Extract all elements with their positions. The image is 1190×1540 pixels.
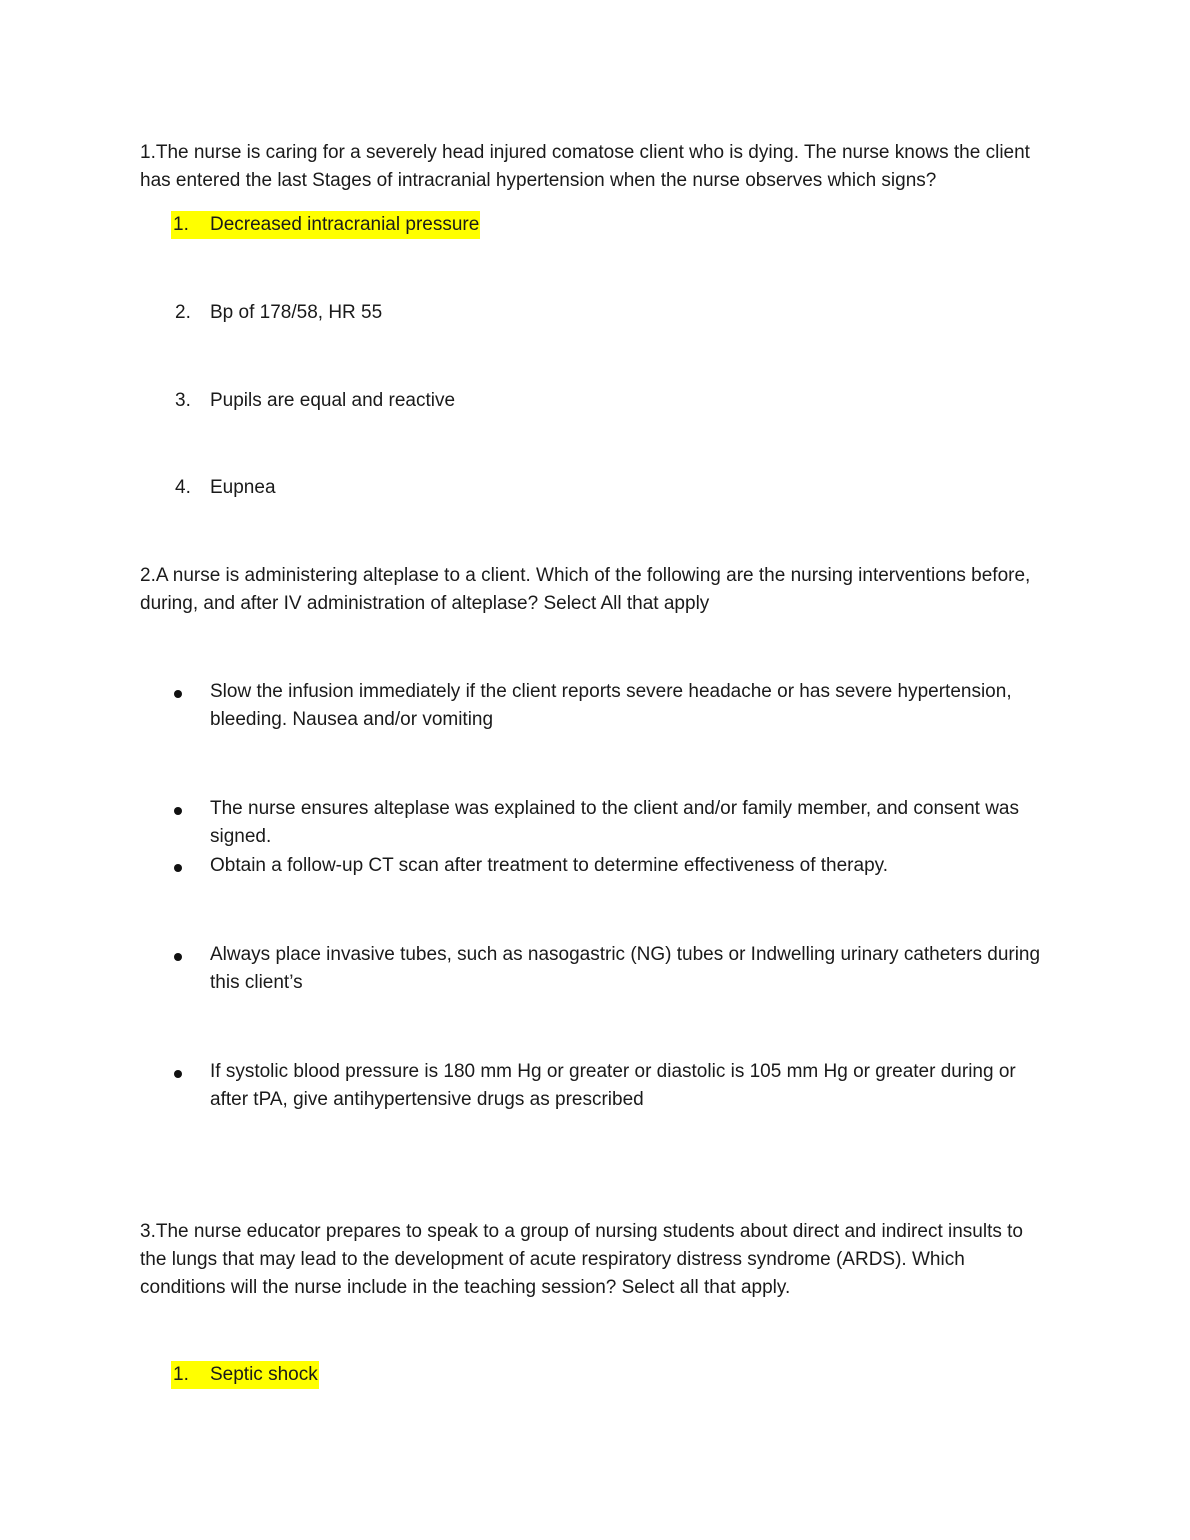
option-text: Decreased intracranial pressure (210, 214, 480, 235)
option-text: Slow the infusion immediately if the client reports severe headache or has severe hypertension, bleeding. Nausea and/or vomiting (210, 681, 1012, 730)
option-text: Septic shock (210, 1364, 318, 1385)
question-3-text: 3.The nurse educator prepares to speak to a group of nursing students about direct and indirect insults to the lungs that may lead to the development of acute respiratory distress syndrome (ARDS). Which conditions will the nurse include in the teaching session? Select all that apply. (140, 1221, 1023, 1298)
question-2-text: 2.A nurse is administering alteplase to a client. Which of the following are the nursing interventions before, during, and after IV administration of alteplase? Select All that apply (140, 565, 1031, 614)
option-text: Eupnea (210, 477, 276, 498)
option-text: The nurse ensures alteplase was explained to the client and/or family member, and consent was signed. (210, 798, 1020, 847)
bullet-icon (174, 690, 182, 698)
option-number: 1. (173, 214, 189, 235)
bullet-icon (174, 953, 182, 961)
option-text: Pupils are equal and reactive (210, 390, 456, 411)
option-number: 3. (175, 390, 191, 411)
option-number: 2. (175, 302, 191, 323)
q1-option-1 (173, 211, 1053, 239)
option-text: Bp of 178/58, HR 55 (210, 302, 383, 323)
q2-option-1 (173, 678, 1053, 734)
bullet-icon (174, 807, 182, 815)
option-number: 4. (175, 477, 191, 498)
highlighted-answer (171, 211, 480, 239)
q2-option-4 (173, 941, 1053, 997)
q1-option-2 (173, 299, 1053, 327)
highlighted-answer (171, 1361, 319, 1389)
q2-option-3 (173, 852, 1053, 880)
q2-option-2 (173, 795, 1053, 851)
option-text: If systolic blood pressure is 180 mm Hg or greater or diastolic is 105 mm Hg or greater during or after tPA, give antihypertensive drugs as prescribed (210, 1061, 1016, 1110)
q3-option-1 (173, 1361, 1053, 1389)
q1-option-3 (173, 387, 1053, 415)
bullet-icon (174, 864, 182, 872)
option-text: Obtain a follow-up CT scan after treatment to determine effectiveness of therapy. (210, 855, 889, 876)
question-1-text: 1.The nurse is caring for a severely head injured comatose client who is dying. The nurse knows the client has entered the last Stages of intracranial hypertension when the nurse observes which signs? (140, 142, 1030, 191)
option-number: 1. (173, 1364, 189, 1385)
option-text: Always place invasive tubes, such as nasogastric (NG) tubes or Indwelling urinary catheters during this client’s (210, 944, 1041, 993)
bullet-icon (174, 1070, 182, 1078)
q2-option-5 (173, 1058, 1053, 1114)
q1-option-4 (173, 474, 1053, 502)
